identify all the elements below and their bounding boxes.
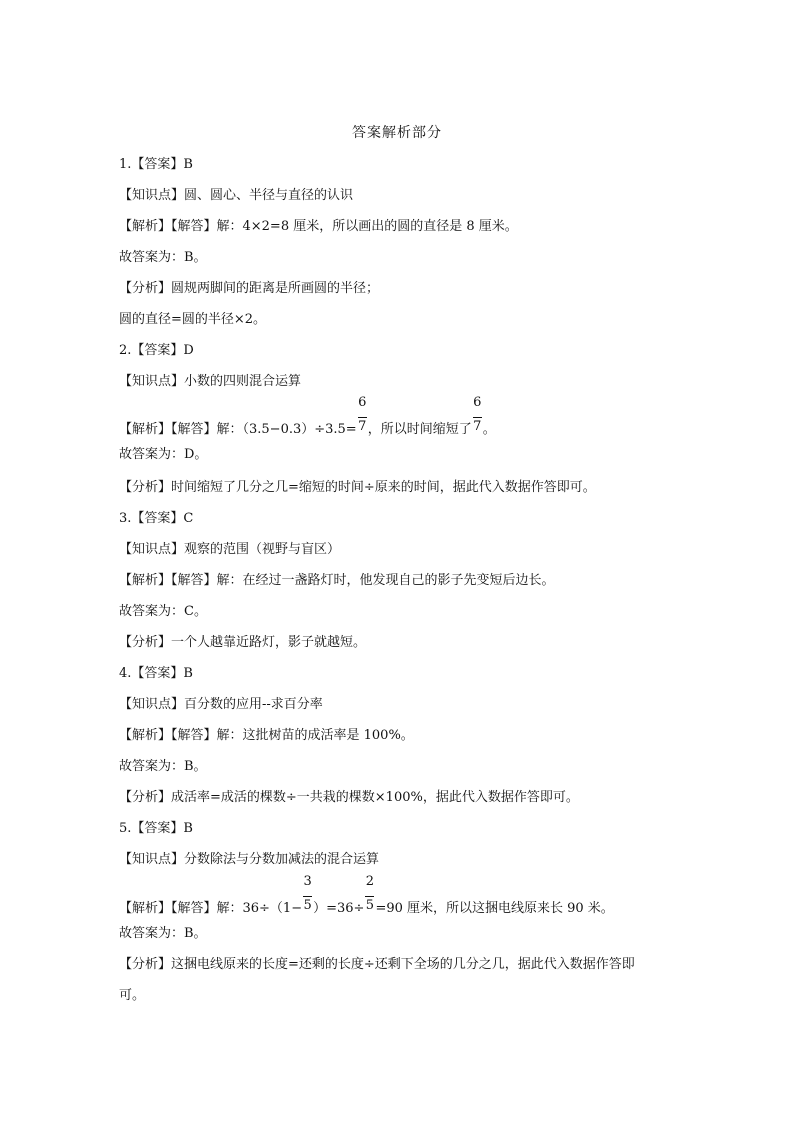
q5-fraction-1 (303, 874, 312, 913)
q5-fraction-1-numerator: 3 (303, 874, 312, 889)
q3-knowledge-point: 【知识点】观察的范围（视野与盲区） (119, 542, 341, 557)
q2-analysis-part2: ，所以时间缩短了 (367, 422, 472, 437)
q2-knowledge-point: 【知识点】小数的四则混合运算 (119, 374, 302, 389)
q5-analysis-part2: ）=36÷ (313, 901, 365, 916)
q5-fraction-1-denominator: 5 (303, 898, 312, 913)
q2-analysis (119, 395, 689, 439)
q3-answer: 3.【答案】C (119, 511, 194, 526)
q4-answer: 4.【答案】B (119, 666, 193, 681)
q1-analysis: 【解析】【解答】解：4×2=8 厘米，所以画出的圆的直径是 8 厘米。 (119, 219, 518, 234)
q1-answer: 1.【答案】B (119, 157, 193, 172)
q5-analysis-part1: 【解析】【解答】解：36÷（1− (119, 901, 303, 916)
q5-note-line2: 可。 (119, 988, 146, 1003)
q5-answer: 5.【答案】B (119, 821, 193, 836)
q1-note-line1: 【分析】圆规两脚间的距离是所画圆的半径； (119, 281, 380, 296)
q5-fraction-2-denominator: 5 (365, 898, 375, 913)
q2-analysis-part1: 【解析】【解答】解：（3.5−0.3）÷3.5= (119, 422, 357, 437)
q2-analysis-part3: 。 (482, 422, 496, 437)
q2-fraction-2 (473, 395, 482, 434)
q5-result: 故答案为：B。 (119, 926, 207, 941)
q5-fraction-2 (365, 874, 375, 913)
q5-analysis-part3: =90 厘米，所以这捆电线原来长 90 米。 (375, 901, 614, 916)
q5-knowledge-point: 【知识点】分数除法与分数加减法的混合运算 (119, 852, 380, 867)
q5-note-line1: 【分析】这捆电线原来的长度=还剩的长度÷还剩下全场的几分之几，据此代入数据作答即 (119, 957, 635, 972)
q5-analysis (119, 874, 689, 918)
page-title: 答案解析部分 (352, 125, 442, 141)
q2-fraction-1-numerator: 6 (358, 395, 367, 410)
q4-knowledge-point: 【知识点】百分数的应用--求百分率 (119, 697, 323, 712)
q2-fraction-1-denominator: 7 (358, 419, 367, 434)
q2-result: 故答案为：D。 (119, 447, 208, 462)
q3-analysis: 【解析】【解答】解：在经过一盏路灯时，他发现自己的影子先变短后边长。 (119, 573, 555, 588)
q4-note: 【分析】成活率=成活的棵数÷一共栽的棵数×100%，据此代入数据作答即可。 (119, 790, 579, 805)
q1-result: 故答案为：B。 (119, 250, 207, 265)
q3-note: 【分析】一个人越靠近路灯，影子就越短。 (119, 635, 367, 650)
q2-answer: 2.【答案】D (119, 343, 194, 358)
q5-fraction-2-numerator: 2 (365, 874, 375, 889)
q1-note-line2: 圆的直径=圆的半径×2。 (119, 312, 267, 327)
q1-knowledge-point: 【知识点】圆、圆心、半径与直径的认识 (119, 188, 354, 203)
q4-result: 故答案为：B。 (119, 759, 207, 774)
q2-note: 【分析】时间缩短了几分之几=缩短的时间÷原来的时间，据此代入数据作答即可。 (119, 480, 596, 495)
q2-fraction-2-denominator: 7 (473, 419, 482, 434)
q4-analysis: 【解析】【解答】解：这批树苗的成活率是 100%。 (119, 728, 414, 743)
q2-fraction-2-numerator: 6 (473, 395, 482, 410)
q3-result: 故答案为：C。 (119, 604, 207, 619)
q2-fraction-1 (358, 395, 367, 434)
